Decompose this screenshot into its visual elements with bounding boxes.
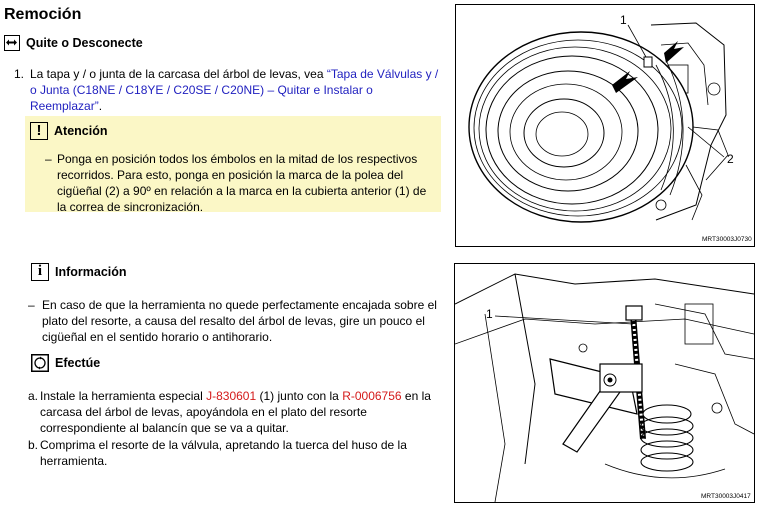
step-a	[28, 388, 448, 436]
step-a-text3: en la carcasa del árbol de levas, apoyándola en el plato del resorte correspondiente al balancín que se va a quitar.	[40, 389, 431, 435]
step-1-prefix: La tapa y / o junta de la carcasa del árbol de levas, vea	[30, 67, 327, 81]
attention-text: Ponga en posición todos los émbolos en la mitad de los respectivos recorridos. Para esto, ponga en posición la marca de la polea del cigüeñal (2) a 90º en relación a la marca en la cubierta anterior (1) de la correa de sincronización.	[57, 152, 427, 214]
step-a-text2: (1) junto con la	[256, 389, 343, 403]
step-a-text1: Instale la herramienta especial	[40, 389, 207, 403]
step-a-letter: a.	[28, 389, 39, 403]
figure1-callout-1: 1	[620, 13, 627, 27]
perform-title: Efectúe	[55, 356, 101, 370]
crankshaft-pulley-illustration	[456, 5, 754, 246]
attention-box	[25, 116, 441, 212]
information-text: En caso de que la herramienta no quede perfectamente encajada sobre el plato del resorte, a causa del resalto del árbol de levas, gire un pouco el cigüeñal en el sentido horario o antihorario.	[42, 298, 437, 344]
information-dash: –	[28, 298, 35, 312]
figure-crankshaft-pulley	[455, 4, 755, 247]
remove-heading-label: Quite o Desconecte	[26, 36, 143, 50]
step-b-text: Comprima el resorte de la válvula, apretando la tuerca del huso de la herramienta.	[40, 438, 407, 468]
attention-title: Atención	[54, 124, 108, 138]
remove-heading	[4, 35, 143, 51]
attention-heading	[30, 122, 107, 140]
information-item	[28, 297, 448, 345]
information-heading	[31, 263, 127, 281]
tool-r0006756-link[interactable]: R-0006756	[342, 389, 402, 403]
figure1-callout-2: 2	[727, 152, 734, 166]
figure-valve-spring-tool	[454, 263, 755, 503]
figure1-code: MRT30003J0730	[702, 236, 752, 243]
perform-heading	[31, 354, 100, 372]
step-1	[14, 66, 444, 114]
cycle-icon	[31, 354, 49, 372]
valve-spring-tool-illustration	[455, 264, 754, 502]
info-icon: i	[31, 263, 49, 281]
warning-icon: !	[30, 122, 48, 140]
information-title: Información	[55, 265, 127, 279]
step-1-suffix: .	[98, 99, 103, 113]
step-1-number: 1.	[14, 67, 25, 81]
attention-dash: –	[45, 152, 52, 166]
figure2-code: MRT30003J0417	[701, 493, 751, 500]
tool-j830601-link[interactable]: J-830601	[206, 389, 257, 403]
step-b-letter: b.	[28, 438, 39, 452]
step-b	[28, 437, 448, 469]
step-1-link[interactable]: “Tapa de Válvulas y / o Junta (C18NE / C18YE / C20SE / C20NE) – Quitar e Instalar o Reemplazar”	[30, 67, 439, 113]
double-arrow-icon	[4, 35, 20, 51]
section-title: Remoción	[4, 6, 82, 23]
attention-item	[45, 151, 437, 215]
figure2-callout-1: 1	[486, 307, 493, 321]
